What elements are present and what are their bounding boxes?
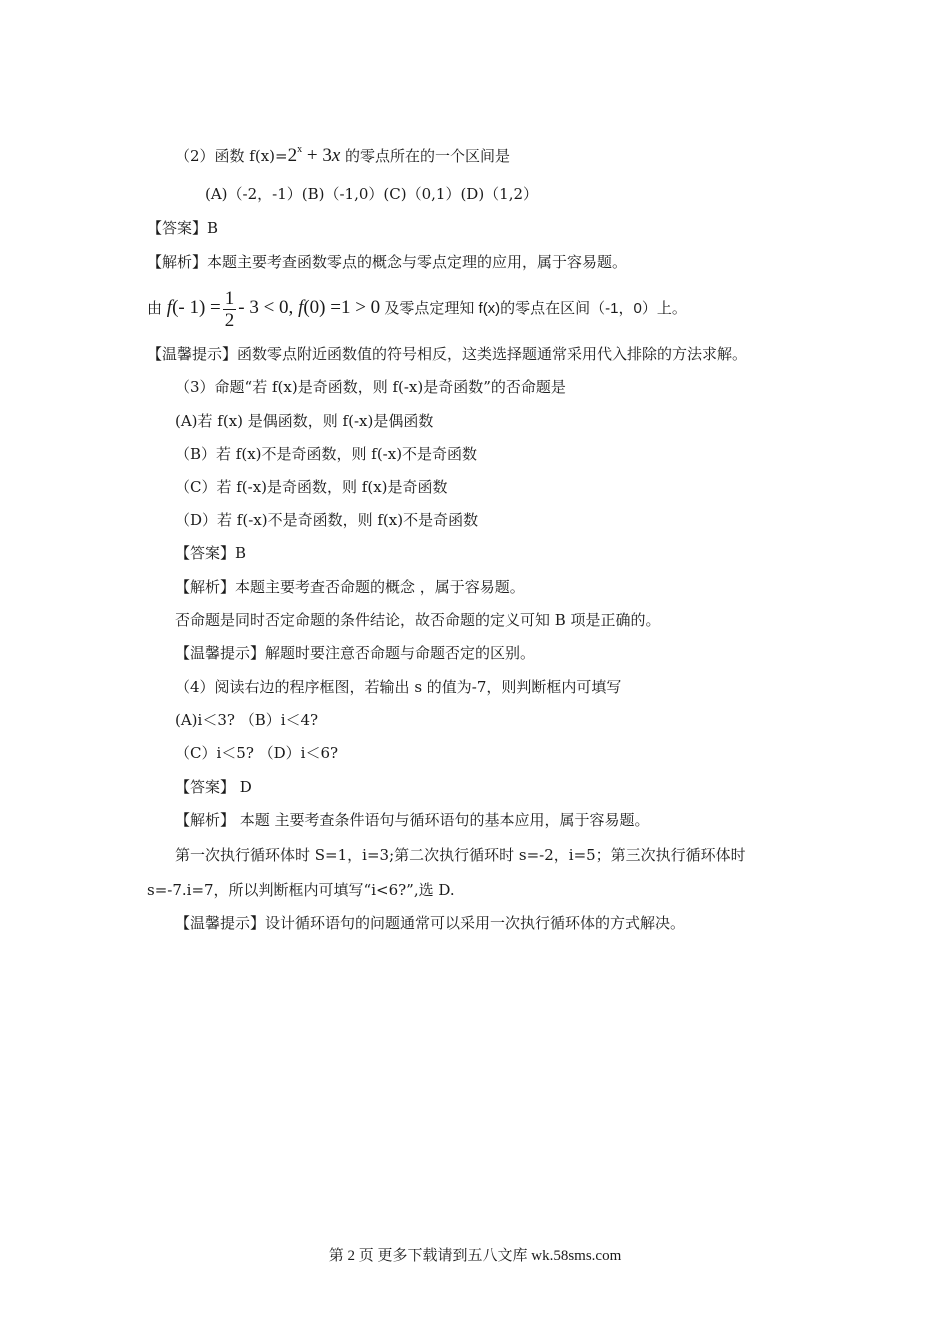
q2-reason-suffix: 及零点定理知 f(x)的零点在区间（-1，0）上。: [380, 300, 687, 317]
q3-answer: 【答案】B: [175, 544, 247, 562]
q2-f2-rest: (0) =1 > 0: [303, 297, 381, 318]
q3-option-b: （B）若 f(x)不是奇函数，则 f(-x)不是奇函数: [175, 445, 478, 463]
q2-f1-arg: (- 1) =: [172, 297, 221, 318]
q3-explanation: 否命题是同时否定命题的条件结论，故否命题的定义可知 B 项是正确的。: [175, 611, 661, 629]
q4-explanation-line1: 第一次执行循环体时 S=1，i=3;第二次执行循环时 s=-2，i=5；第三次执行循环体时: [175, 846, 746, 864]
q2-reasoning: [147, 286, 687, 331]
fraction-denominator: 2: [224, 309, 235, 331]
q4-question: （4）阅读右边的程序框图，若输出 s 的值为-7，则判断框内可填写: [175, 678, 622, 696]
q4-tip: 【温馨提示】设计循环语句的问题通常可以采用一次执行循环体的方式解决。: [175, 914, 686, 932]
q2-math-var: x: [331, 145, 341, 166]
q2-tip: 【温馨提示】函数零点附近函数值的符号相反，这类选择题通常采用代入排除的方法求解。: [147, 345, 748, 363]
q2-answer: 【答案】B: [147, 219, 219, 237]
q2-f1: f: [166, 297, 173, 318]
q2-question-prefix: （2）函数 f(x)=: [175, 147, 288, 165]
q2-analysis: 【解析】本题主要考查函数零点的概念与零点定理的应用，属于容易题。: [147, 253, 628, 271]
one-half-fraction: [223, 288, 237, 331]
q3-option-a: (A)若 f(x) 是偶函数，则 f(-x)是偶函数: [175, 412, 434, 430]
q4-options-row2: （C）i＜5? （D）i＜6?: [175, 744, 339, 762]
q3-question: （3）命题“若 f(x)是奇函数，则 f(-x)是奇函数”的否命题是: [175, 378, 566, 396]
q4-explanation-line2: s=-7.i=7，所以判断框内可填写“i<6?”,选 D.: [147, 881, 455, 899]
q2-question: [175, 140, 510, 166]
q3-analysis: 【解析】本题主要考查否命题的概念 ，属于容易题。: [175, 578, 525, 596]
q2-f2: f: [298, 297, 304, 318]
q4-options-row1: (A)i＜3? （B）i＜4?: [175, 711, 319, 729]
q3-option-c: （C）若 f(-x)是奇函数，则 f(x)是奇函数: [175, 478, 448, 496]
q2-options: (A)（-2，-1）(B)（-1,0）(C)（0,1）(D)（1,2）: [205, 185, 539, 203]
q2-reason-prefix: 由: [147, 299, 167, 317]
q4-answer: 【答案】 D: [175, 778, 252, 796]
q4-analysis: 【解析】 本题 主要考查条件语句与循环语句的基本应用，属于容易题。: [175, 811, 650, 829]
page-footer: 第 2 页 更多下载请到五八文库 wk.58sms.com: [328, 1248, 622, 1264]
q2-math-base: 2: [287, 145, 298, 166]
q2-question-suffix: 的零点所在的一个区间是: [340, 147, 511, 165]
q2-math-exponent: x: [297, 144, 303, 155]
q2-math-plus: + 3: [302, 145, 332, 166]
q3-option-d: （D）若 f(-x)不是奇函数，则 f(x)不是奇函数: [175, 511, 479, 529]
q3-tip: 【温馨提示】解题时要注意否命题与命题否定的区别。: [175, 644, 536, 662]
q2-f1-rest: - 3 < 0,: [238, 297, 299, 318]
fraction-numerator: 1: [224, 287, 235, 309]
